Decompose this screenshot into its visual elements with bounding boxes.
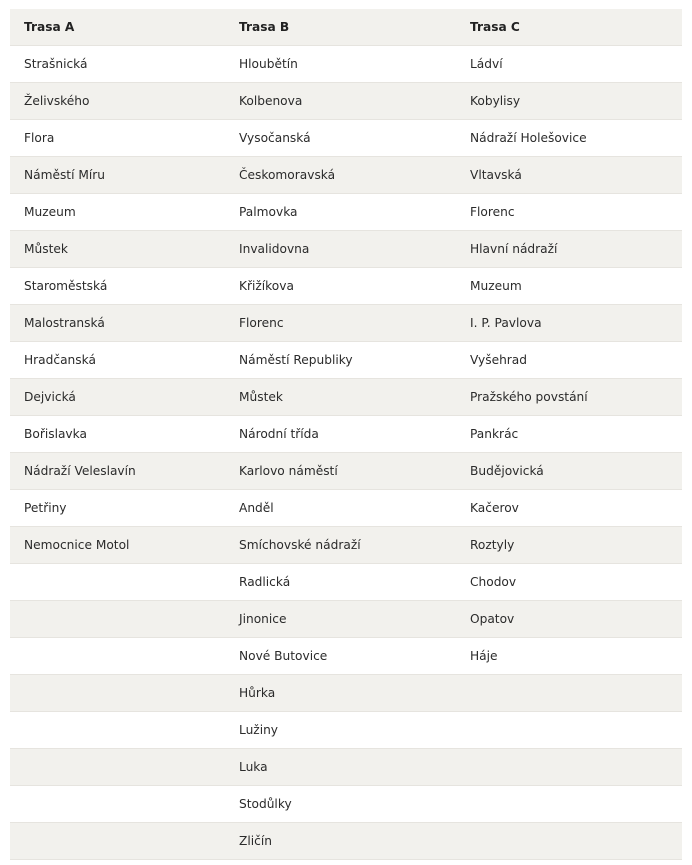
table-row [10,564,682,601]
column-header-trasa-b: Trasa B [225,9,456,46]
table-row [10,268,682,305]
metro-lines-table [10,9,682,860]
trasa-b-station-cell: Nové Butovice [225,638,456,675]
trasa-c-station-cell: Pankrác [456,416,682,453]
trasa-b-station-cell: Hůrka [225,675,456,712]
table-row [10,675,682,712]
trasa-a-station-cell: Muzeum [10,194,225,231]
trasa-a-station-cell [10,638,225,675]
table-row [10,749,682,786]
trasa-a-station-cell: Želivského [10,83,225,120]
trasa-c-station-cell [456,823,682,860]
table-header [10,9,682,46]
trasa-c-station-cell: Opatov [456,601,682,638]
trasa-b-station-cell: Křižíkova [225,268,456,305]
trasa-b-station-cell: Florenc [225,305,456,342]
trasa-c-station-cell: Roztyly [456,527,682,564]
trasa-c-station-cell: Muzeum [456,268,682,305]
table-row [10,231,682,268]
trasa-c-station-cell: Háje [456,638,682,675]
trasa-b-station-cell: Anděl [225,490,456,527]
table-row [10,490,682,527]
table-row [10,601,682,638]
table-row [10,379,682,416]
metro-lines-table-container [10,9,682,860]
trasa-a-station-cell [10,601,225,638]
trasa-c-station-cell [456,786,682,823]
trasa-a-station-cell: Náměstí Míru [10,157,225,194]
trasa-a-station-cell [10,675,225,712]
table-row [10,527,682,564]
trasa-a-station-cell: Staroměstská [10,268,225,305]
trasa-a-station-cell: Bořislavka [10,416,225,453]
table-row [10,120,682,157]
table-row [10,786,682,823]
trasa-a-station-cell [10,712,225,749]
trasa-a-station-cell: Můstek [10,231,225,268]
trasa-b-station-cell: Stodůlky [225,786,456,823]
trasa-c-station-cell: Chodov [456,564,682,601]
trasa-a-station-cell: Flora [10,120,225,157]
trasa-c-station-cell: Pražského povstání [456,379,682,416]
trasa-b-station-cell: Zličín [225,823,456,860]
trasa-c-station-cell: Kačerov [456,490,682,527]
trasa-b-station-cell: Hloubětín [225,46,456,83]
table-row [10,194,682,231]
trasa-a-station-cell: Malostranská [10,305,225,342]
trasa-b-station-cell: Náměstí Republiky [225,342,456,379]
trasa-c-station-cell: Vltavská [456,157,682,194]
table-row [10,638,682,675]
table-row [10,305,682,342]
table-row [10,342,682,379]
table-row [10,157,682,194]
trasa-a-station-cell: Nádraží Veleslavín [10,453,225,490]
trasa-b-station-cell: Českomoravská [225,157,456,194]
trasa-c-station-cell: Hlavní nádraží [456,231,682,268]
trasa-b-station-cell: Kolbenova [225,83,456,120]
trasa-b-station-cell: Lužiny [225,712,456,749]
trasa-a-station-cell: Dejvická [10,379,225,416]
trasa-a-station-cell [10,564,225,601]
column-header-trasa-a: Trasa A [10,9,225,46]
trasa-a-station-cell: Petřiny [10,490,225,527]
table-row [10,416,682,453]
trasa-c-station-cell [456,712,682,749]
trasa-b-station-cell: Můstek [225,379,456,416]
trasa-a-station-cell: Strašnická [10,46,225,83]
trasa-b-station-cell: Národní třída [225,416,456,453]
table-row [10,46,682,83]
trasa-a-station-cell: Hradčanská [10,342,225,379]
trasa-a-station-cell: Nemocnice Motol [10,527,225,564]
table-body [10,46,682,860]
table-row [10,83,682,120]
table-row [10,823,682,860]
trasa-b-station-cell: Invalidovna [225,231,456,268]
trasa-c-station-cell [456,675,682,712]
trasa-b-station-cell: Vysočanská [225,120,456,157]
table-row [10,453,682,490]
trasa-c-station-cell: Ládví [456,46,682,83]
trasa-c-station-cell: Florenc [456,194,682,231]
trasa-b-station-cell: Palmovka [225,194,456,231]
table-row [10,712,682,749]
trasa-b-station-cell: Jinonice [225,601,456,638]
trasa-b-station-cell: Radlická [225,564,456,601]
trasa-a-station-cell [10,786,225,823]
trasa-b-station-cell: Luka [225,749,456,786]
trasa-a-station-cell [10,823,225,860]
trasa-b-station-cell: Smíchovské nádraží [225,527,456,564]
column-header-trasa-c: Trasa C [456,9,682,46]
trasa-c-station-cell: I. P. Pavlova [456,305,682,342]
trasa-c-station-cell: Budějovická [456,453,682,490]
trasa-c-station-cell: Vyšehrad [456,342,682,379]
trasa-c-station-cell: Nádraží Holešovice [456,120,682,157]
header-row [10,9,682,46]
trasa-c-station-cell: Kobylisy [456,83,682,120]
trasa-b-station-cell: Karlovo náměstí [225,453,456,490]
trasa-a-station-cell [10,749,225,786]
trasa-c-station-cell [456,749,682,786]
